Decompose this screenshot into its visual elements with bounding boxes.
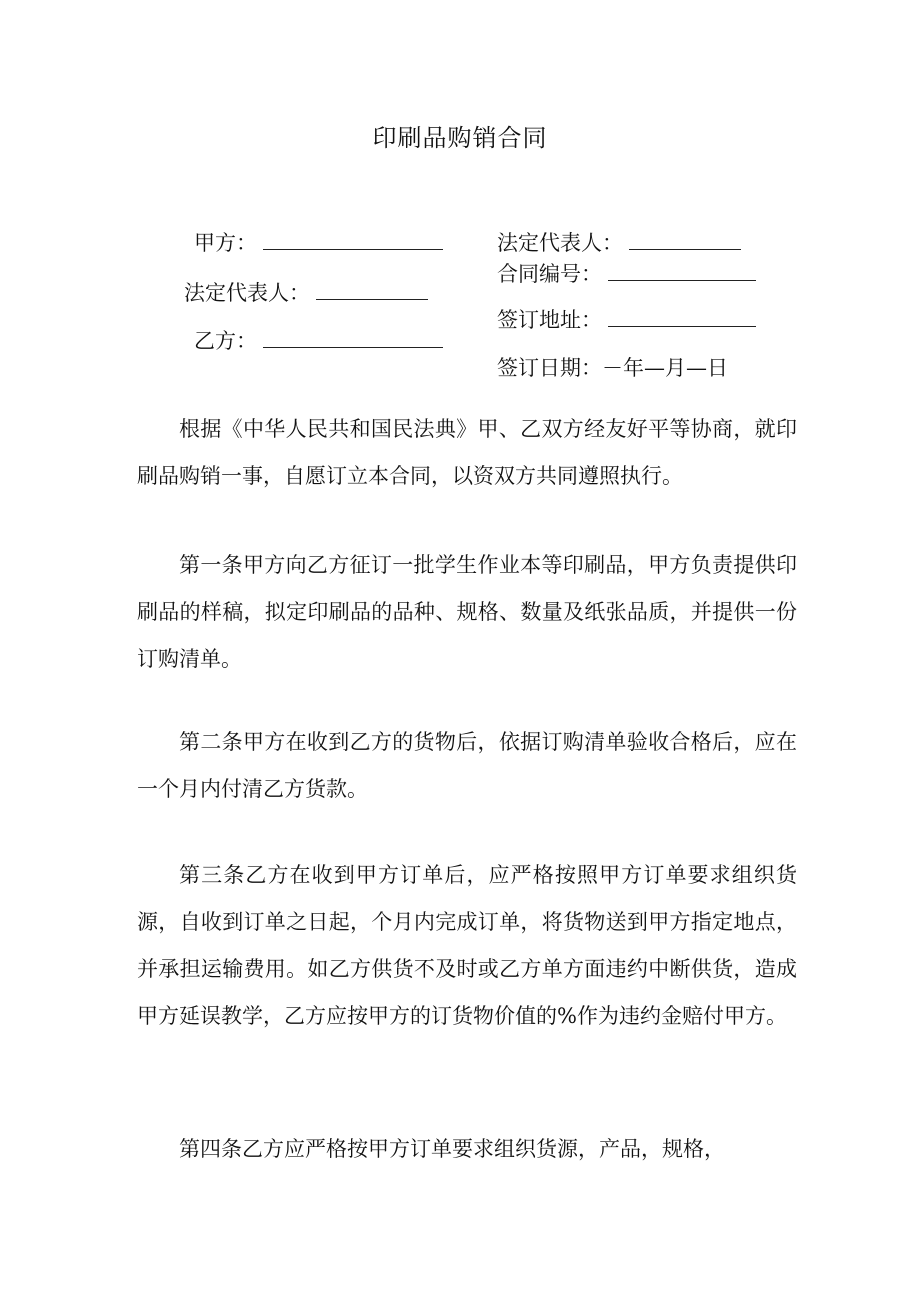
paragraph-article-4: 第四条乙方应严格按甲方订单要求组织货源，产品，规格，	[179, 1137, 725, 1161]
legal-rep-left-field	[184, 279, 428, 307]
paragraph-article-2: 第二条甲方在收到乙方的货物后，依据订购清单验收合格后，应在一个月内付清乙方货款。	[137, 730, 797, 801]
paragraph-article-1: 第一条甲方向乙方征订一批学生作业本等印刷品，甲方负责提供印刷品的样稿，拟定印刷品的品种、规格、数量及纸张品质，并提供一份订购清单。	[137, 553, 797, 671]
sign-date-field	[497, 354, 728, 382]
legal-rep-right-field	[497, 229, 741, 257]
sign-address-blank	[608, 308, 756, 327]
party-b-field	[194, 327, 443, 355]
party-a-field	[194, 229, 443, 257]
document-title: 印刷品购销合同	[372, 124, 548, 152]
party-a-blank	[263, 231, 443, 250]
sign-address-field	[497, 306, 756, 334]
contract-no-blank	[608, 262, 756, 281]
party-b-label: 乙方：	[194, 329, 257, 353]
legal-rep-left-label: 法定代表人：	[184, 281, 310, 305]
paragraph-preamble: 根据《中华人民共和国民法典》甲、乙双方经友好平等协商，就印刷品购销一事，自愿订立本合同，以资双方共同遵照执行。	[137, 417, 797, 488]
paragraph-article-3: 第三条乙方在收到甲方订单后，应严格按照甲方订单要求组织货源，自收到订单之日起，个月内完成订单，将货物送到甲方指定地点，并承担运输费用。如乙方供货不及时或乙方单方面违约中断供货，造成甲方延误教学，乙方应按甲方的订货物价值的%作为违约金赔付甲方。	[137, 863, 797, 1028]
legal-rep-right-blank	[629, 231, 741, 250]
party-b-blank	[263, 329, 443, 348]
contract-no-label: 合同编号：	[497, 262, 602, 286]
party-a-label: 甲方：	[194, 231, 257, 255]
legal-rep-left-blank	[316, 281, 428, 300]
legal-rep-right-label: 法定代表人：	[497, 231, 623, 255]
sign-date-text: 签订日期：－年—月—日	[497, 356, 728, 380]
sign-address-label: 签订地址：	[497, 308, 602, 332]
contract-no-field	[497, 260, 756, 288]
